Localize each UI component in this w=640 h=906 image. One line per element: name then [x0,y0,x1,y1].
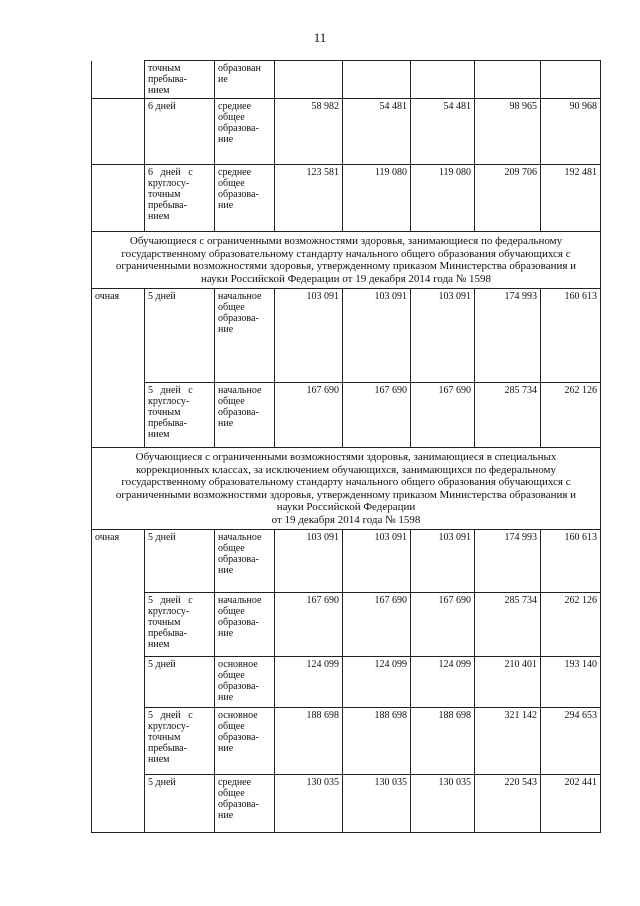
value-cell: 167 690 [275,593,343,657]
table-row [92,593,601,657]
duration-cell: 5 дней с круглосу- точным пребыва- нием [145,593,215,657]
duration-cell: 6 дней [145,99,215,165]
value-cell: 167 690 [343,383,411,448]
value-cell: 98 965 [475,99,541,165]
value-cell [411,61,475,99]
value-cell: 90 968 [541,99,601,165]
section-heading: Обучающиеся с ограниченными возможностями здоровья, занимающиеся по федеральному государственному образовательному стандарту начального общего образования обучающихся с ограниченными возможностями здоровья, утвержденному приказом Министерства образования и науки Российской Федерации от 19 декабря 2014 года № 1598 [92,232,601,289]
value-cell: 124 099 [343,657,411,708]
education-level-cell: среднее общее образова- ние [215,165,275,232]
form-cell [92,99,145,165]
cost-table [91,60,601,833]
value-cell: 54 481 [411,99,475,165]
value-cell: 124 099 [411,657,475,708]
value-cell: 103 091 [411,289,475,383]
value-cell: 103 091 [343,289,411,383]
value-cell: 285 734 [475,383,541,448]
table-row [92,99,601,165]
education-level-cell: начальное общее образова- ние [215,383,275,448]
value-cell [475,61,541,99]
value-cell: 174 993 [475,289,541,383]
value-cell: 103 091 [275,289,343,383]
value-cell: 202 441 [541,775,601,833]
value-cell: 119 080 [343,165,411,232]
value-cell: 124 099 [275,657,343,708]
value-cell: 192 481 [541,165,601,232]
table-row [92,530,601,593]
value-cell: 167 690 [411,383,475,448]
education-level-cell: начальное общее образова- ние [215,530,275,593]
value-cell [275,61,343,99]
table-row [92,383,601,448]
value-cell: 210 401 [475,657,541,708]
duration-cell: 5 дней с круглосу- точным пребыва- нием [145,708,215,775]
form-cell [92,165,145,232]
education-level-cell: образован ие [215,61,275,99]
value-cell: 130 035 [343,775,411,833]
value-cell: 262 126 [541,383,601,448]
table-row [92,775,601,833]
duration-cell: 5 дней [145,289,215,383]
value-cell: 262 126 [541,593,601,657]
value-cell [343,61,411,99]
value-cell: 130 035 [411,775,475,833]
duration-cell: 5 дней [145,530,215,593]
value-cell: 321 142 [475,708,541,775]
value-cell [541,61,601,99]
duration-cell: 5 дней [145,657,215,708]
value-cell: 188 698 [343,708,411,775]
value-cell: 294 653 [541,708,601,775]
form-cell [92,61,145,99]
value-cell: 188 698 [411,708,475,775]
value-cell: 119 080 [411,165,475,232]
education-level-cell: начальное общее образова- ние [215,593,275,657]
value-cell: 130 035 [275,775,343,833]
section-heading-row [92,448,601,530]
value-cell: 54 481 [343,99,411,165]
value-cell: 103 091 [343,530,411,593]
education-level-cell: основное общее образова- ние [215,708,275,775]
value-cell: 220 543 [475,775,541,833]
value-cell: 174 993 [475,530,541,593]
value-cell: 167 690 [343,593,411,657]
form-cell: очная [92,530,145,833]
value-cell: 167 690 [275,383,343,448]
duration-cell: 5 дней [145,775,215,833]
table-row [92,657,601,708]
table-row [92,708,601,775]
table-row [92,165,601,232]
education-level-cell: начальное общее образова- ние [215,289,275,383]
education-level-cell: среднее общее образова- ние [215,775,275,833]
section-heading-row [92,232,601,289]
value-cell: 209 706 [475,165,541,232]
value-cell: 58 982 [275,99,343,165]
value-cell: 285 734 [475,593,541,657]
education-level-cell: среднее общее образова- ние [215,99,275,165]
value-cell: 188 698 [275,708,343,775]
value-cell: 103 091 [275,530,343,593]
value-cell: 193 140 [541,657,601,708]
table-row [92,289,601,383]
duration-cell: 6 дней с круглосу- точным пребыва- нием [145,165,215,232]
duration-cell: точным пребыва- нием [145,61,215,99]
form-cell: очная [92,289,145,448]
value-cell: 123 581 [275,165,343,232]
page-number: 11 [313,30,327,45]
value-cell: 103 091 [411,530,475,593]
section-heading: Обучающиеся с ограниченными возможностями здоровья, занимающиеся в специальных коррекционных классах, за исключением обучающихся, занимающихся по федеральному государственному образовательному стандарту начального общего образования обучающихся с ограниченными возможностями здоровья, утвержденному приказом Министерства образования и науки Российской Федерации от 19 декабря 2014 года № 1598 [92,448,601,530]
duration-cell: 5 дней с круглосу- точным пребыва- нием [145,383,215,448]
education-level-cell: основное общее образова- ние [215,657,275,708]
table-row [92,61,601,99]
value-cell: 160 613 [541,289,601,383]
value-cell: 160 613 [541,530,601,593]
value-cell: 167 690 [411,593,475,657]
